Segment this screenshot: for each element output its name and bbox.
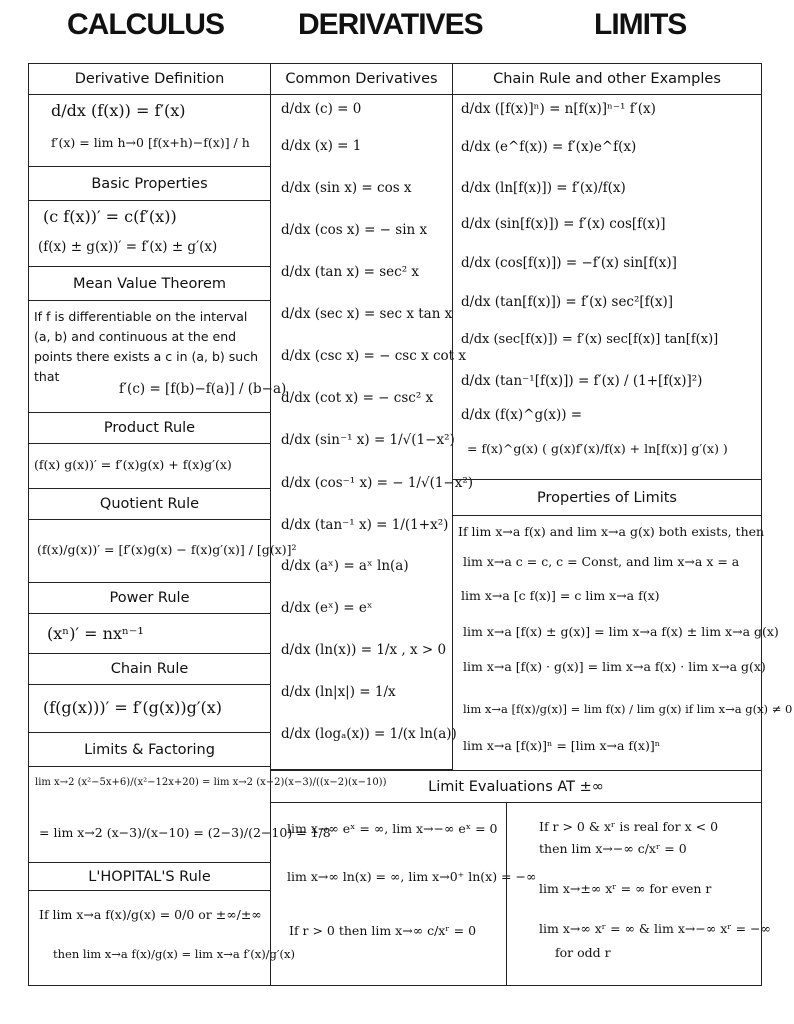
common-derivative-item: d/dx (tan x) = sec² x [281, 264, 420, 280]
title-calculus: CALCULUS [67, 8, 224, 41]
infinity-limit-item: If r > 0 & xʳ is real for x < 0 [539, 819, 719, 834]
chain-rule-examples-box [452, 94, 762, 480]
basic-properties-box [28, 200, 271, 267]
header-power-rule: Power Rule [28, 582, 271, 614]
infinity-limit-item: lim x→∞ ln(x) = ∞, lim x→0⁺ ln(x) = −∞ [287, 869, 537, 884]
limit-property-item: lim x→a [f(x)/g(x)] = lim f(x) / lim g(x) if lim x→a g(x) ≠ 0 [463, 702, 793, 716]
chain-example-item: d/dx (sec[f(x)]) = f′(x) sec[f(x)] tan[f(x)] [461, 332, 719, 347]
derivative-def-formula-2: f′(x) = lim h→0 [f(x+h)−f(x)] / h [51, 135, 250, 150]
product-rule-formula: (f(x) g(x))′ = f′(x)g(x) + f(x)g′(x) [34, 457, 232, 472]
limit-property-item: lim x→a [f(x) ± g(x)] = lim x→a f(x) ± lim x→a g(x) [463, 624, 779, 639]
common-derivative-item: d/dx (cot x) = − csc² x [281, 390, 434, 406]
header-chain-rule-examples: Chain Rule and other Examples [452, 63, 762, 95]
lhopital-condition: If lim x→a f(x)/g(x) = 0/0 or ±∞/±∞ [39, 907, 262, 922]
header-common-derivatives: Common Derivatives [270, 63, 453, 95]
title-limits: LIMITS [594, 8, 687, 41]
power-rule-formula: (xⁿ)′ = nxⁿ⁻¹ [47, 624, 144, 643]
lhopital-result: then lim x→a f(x)/g(x) = lim x→a f′(x)/g′(x) [53, 947, 295, 961]
lhopital-box [28, 890, 295, 986]
header-limits-factoring: Limits & Factoring [28, 732, 271, 767]
common-derivatives-box [270, 94, 474, 770]
common-derivative-item: d/dx (aˣ) = aˣ ln(a) [281, 558, 409, 574]
common-derivative-item: d/dx (ln|x|) = 1/x [281, 684, 396, 700]
common-derivative-item: d/dx (sec x) = sec x tan x [281, 306, 453, 322]
limits-factoring-box [28, 766, 387, 863]
chain-rule-box [28, 684, 271, 733]
infinity-limit-item: then lim x→−∞ c/xʳ = 0 [539, 841, 687, 856]
chain-rule-formula: (f(g(x)))′ = f′(g(x))g′(x) [43, 698, 223, 717]
derivative-definition-box [28, 94, 271, 167]
quotient-rule-formula: (f(x)/g(x))′ = [f′(x)g(x) − f(x)g′(x)] / [g(x)]² [37, 542, 297, 557]
header-basic-properties: Basic Properties [28, 166, 271, 201]
basic-property-1: (c f(x))′ = c(f′(x)) [43, 207, 177, 226]
chain-example-item: d/dx ([f(x)]ⁿ) = n[f(x)]ⁿ⁻¹ f′(x) [461, 101, 656, 117]
properties-of-limits-box [452, 515, 793, 771]
common-derivative-item: d/dx (eˣ) = eˣ [281, 600, 373, 616]
chain-example-item: d/dx (tan⁻¹[f(x)]) = f′(x) / (1+[f(x)]²) [461, 373, 703, 389]
infinity-limit-item: for odd r [555, 945, 611, 960]
common-derivative-item: d/dx (csc x) = − csc x cot x [281, 348, 466, 364]
power-rule-box [28, 613, 271, 654]
common-derivative-item: d/dx (logₐ(x)) = 1/(x ln(a)) [281, 726, 457, 742]
limit-property-item: lim x→a [c f(x)] = c lim x→a f(x) [461, 588, 660, 603]
derivative-def-formula-1: d/dx (f(x)) = f′(x) [51, 101, 186, 120]
header-limit-evaluations: Limit Evaluations AT ±∞ [270, 770, 762, 803]
common-derivative-item: d/dx (tan⁻¹ x) = 1/(1+x²) [281, 517, 449, 533]
common-derivative-item: d/dx (sin⁻¹ x) = 1/√(1−x²) [281, 432, 455, 448]
limits-factoring-step-2: = lim x→2 (x−3)/(x−10) = (2−3)/(2−10) = 1/8 [39, 825, 331, 840]
chain-example-item: = f(x)^g(x) ( g(x)f′(x)/f(x) + ln[f(x)] g′(x) ) [467, 441, 728, 456]
common-derivative-item: d/dx (c) = 0 [281, 101, 362, 117]
limit-property-item: lim x→a [f(x)]ⁿ = [lim x→a f(x)]ⁿ [463, 738, 661, 753]
header-quotient-rule: Quotient Rule [28, 488, 271, 520]
limit-evaluations-right-box [506, 802, 771, 986]
common-derivative-item: d/dx (cos⁻¹ x) = − 1/√(1−x²) [281, 475, 474, 491]
mvt-statement: If f is differentiable on the interval (a, b) and continuous at the end points there exists a c in (a, b) such that [34, 309, 258, 384]
chain-example-item: d/dx (tan[f(x)]) = f′(x) sec²[f(x)] [461, 294, 674, 310]
chain-example-item: d/dx (f(x)^g(x)) = [461, 407, 583, 423]
limit-evaluations-left-box [270, 802, 537, 986]
infinity-limit-item: lim x→±∞ xʳ = ∞ for even r [539, 881, 712, 896]
chain-example-item: d/dx (ln[f(x)]) = f′(x)/f(x) [461, 180, 626, 196]
header-chain-rule: Chain Rule [28, 653, 271, 685]
common-derivative-item: d/dx (x) = 1 [281, 138, 362, 154]
infinity-limit-item: If r > 0 then lim x→∞ c/xʳ = 0 [289, 923, 477, 938]
product-rule-box [28, 443, 271, 489]
header-mean-value-theorem: Mean Value Theorem [28, 266, 271, 301]
common-derivative-item: d/dx (ln(x)) = 1/x , x > 0 [281, 642, 447, 658]
header-derivative-definition: Derivative Definition [28, 63, 271, 95]
common-derivative-item: d/dx (cos x) = − sin x [281, 222, 428, 238]
title-derivatives: DERIVATIVES [298, 8, 483, 41]
limit-property-item: If lim x→a f(x) and lim x→a g(x) both exists, then [458, 524, 765, 539]
basic-property-2: (f(x) ± g(x))′ = f′(x) ± g′(x) [38, 239, 218, 255]
common-derivative-item: d/dx (sin x) = cos x [281, 180, 412, 196]
limit-property-item: lim x→a [f(x) · g(x)] = lim x→a f(x) · lim x→a g(x) [463, 659, 766, 674]
header-lhopital: L'HOPITAL'S Rule [28, 862, 271, 891]
header-product-rule: Product Rule [28, 412, 271, 444]
limit-property-item: lim x→a c = c, c = Const, and lim x→a x = a [463, 554, 740, 569]
chain-example-item: d/dx (e^f(x)) = f′(x)e^f(x) [461, 139, 637, 155]
chain-example-item: d/dx (cos[f(x)]) = −f′(x) sin[f(x)] [461, 255, 677, 271]
infinity-limit-item: lim x→∞ xʳ = ∞ & lim x→−∞ xʳ = −∞ [539, 921, 771, 936]
chain-example-item: d/dx (sin[f(x)]) = f′(x) cos[f(x)] [461, 216, 666, 232]
infinity-limit-item: lim x→∞ eˣ = ∞, lim x→−∞ eˣ = 0 [287, 821, 498, 836]
header-properties-of-limits: Properties of Limits [452, 479, 762, 516]
quotient-rule-box [28, 519, 297, 583]
mean-value-theorem-box [28, 300, 287, 413]
mvt-formula: f′(c) = [f(b)−f(a)] / (b−a) [119, 381, 287, 397]
limits-factoring-step-1: lim x→2 (x²−5x+6)/(x²−12x+20) = lim x→2 (x−2)(x−3)/((x−2)(x−10)) [35, 777, 387, 788]
